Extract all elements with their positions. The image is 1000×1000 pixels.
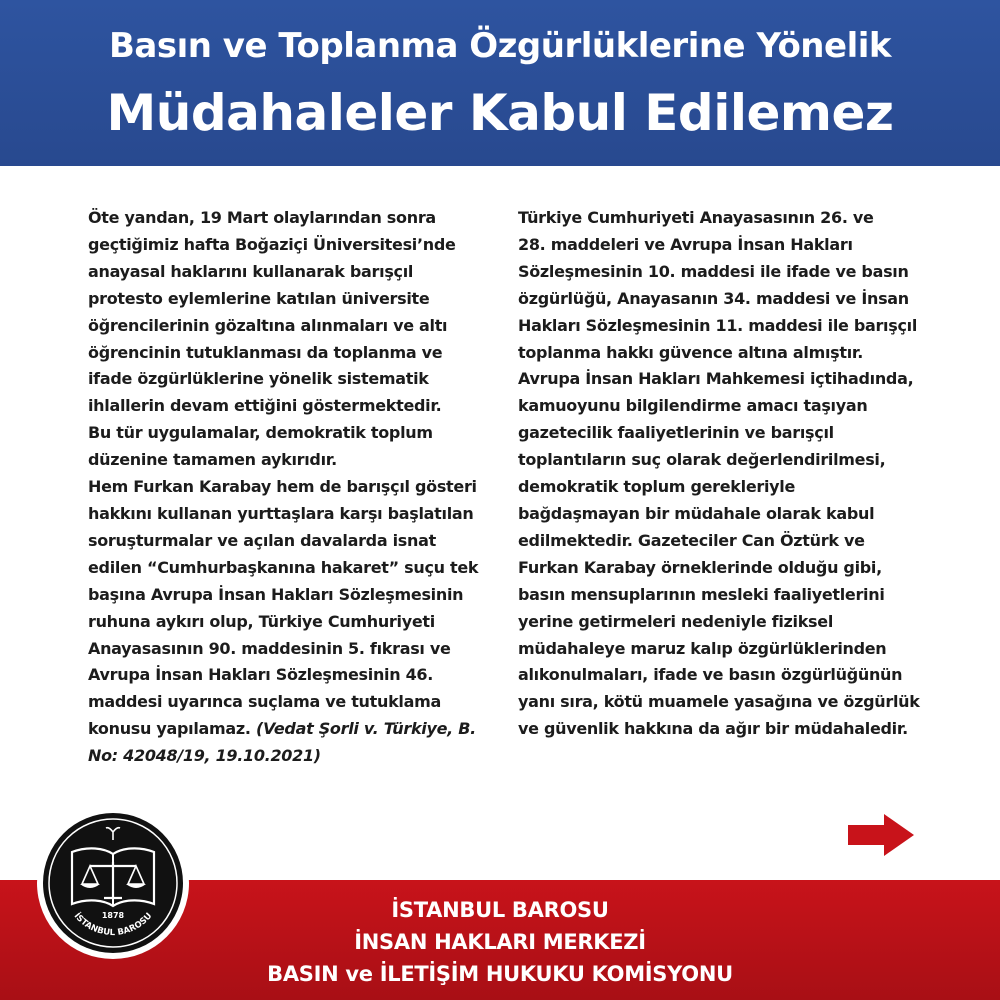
title-line-2: Müdahaleler Kabul Edilemez bbox=[106, 84, 894, 142]
case-citation: (Vedat Şorli v. Türkiye, B. No: 42048/19, 19.10.2021) bbox=[88, 719, 476, 766]
logo-name-path: İSTANBUL BAROSU bbox=[71, 911, 155, 939]
arrow-right-icon[interactable] bbox=[846, 812, 916, 858]
footer-line-1: İSTANBUL BAROSU bbox=[391, 898, 609, 922]
left-column bbox=[88, 205, 498, 770]
right-paragraph: Türkiye Cumhuriyeti Anayasasının 26. ve 28. maddeleri ve Avrupa İnsan Hakları Sözleşmesinin 10. maddesi ile ifade ve basın özgürlüğü, Anayasanın 34. maddesi ve İnsan Hakları Sözleşmesinin 11. maddesi ile barışçıl toplanma hakkı güvence altına almıştır. Avrupa İnsan Hakları Mahkemesi içtihadında, kamuoyunu bilgilendirme amacı taşıyan gazetecilik faaliyetlerinin ve barışçıl toplantıların suç olarak değerlendirilmesi, demokratik toplum gerekleriyle bağdaşmayan bir müdahale olarak kabul edilmektedir. Gazeteciler Can Öztürk ve Furkan Karabay örneklerinde olduğu gibi, basın mensuplarının mesleki faaliyetlerini yerine getirmeleri nedeniyle fiziksel müdahaleye maruz kalıp özgürlüklerinden alıkonulmaları, ifade ve basın özgürlüğünün yanı sıra, kötü muamele yasağına ve özgürlük ve güvenlik hakkına da ağır bir müdahaledir. bbox=[518, 208, 920, 739]
right-column bbox=[518, 205, 948, 743]
header-banner bbox=[0, 0, 1000, 166]
footer-line-2: İNSAN HAKLARI MERKEZİ bbox=[354, 930, 646, 954]
bar-association-logo bbox=[36, 806, 190, 960]
left-paragraph: Öte yandan, 19 Mart olaylarından sonra geçtiğimiz hafta Boğaziçi Üniversitesi’nde anayasal haklarını kullanarak barışçıl protesto eylemlerine katılan üniversite öğrencilerinin gözaltına alınmaları ve altı öğrencinin tutuklanması da toplanma ve ifade özgürlüklerine yönelik sistematik ihlallerin devam ettiğini göstermektedir. Bu tür uygulamalar, demokratik toplum düzenine tamamen aykırıdır. Hem Furkan Karabay hem de barışçıl gösteri hakkını kullanan yurttaşlara karşı başlatılan soruşturmalar ve açılan davalarda isnat edilen “Cumhurbaşkanına hakaret” suçu tek başına Avrupa İnsan Hakları Sözleşmesinin ruhuna aykırı olup, Türkiye Cumhuriyeti Anayasasının 90. maddesinin 5. fıkrası ve Avrupa İnsan Hakları Sözleşmesinin 46. maddesi uyarınca suçlama ve tutuklama konusu yapılamaz. bbox=[88, 208, 479, 739]
footer-line-3: BASIN ve İLETİŞİM HUKUKU KOMİSYONU bbox=[267, 962, 733, 986]
logo-year: 1878 bbox=[101, 911, 125, 920]
left-column-text bbox=[88, 205, 498, 770]
title-line-1: Basın ve Toplanma Özgürlüklerine Yönelik bbox=[109, 26, 891, 66]
